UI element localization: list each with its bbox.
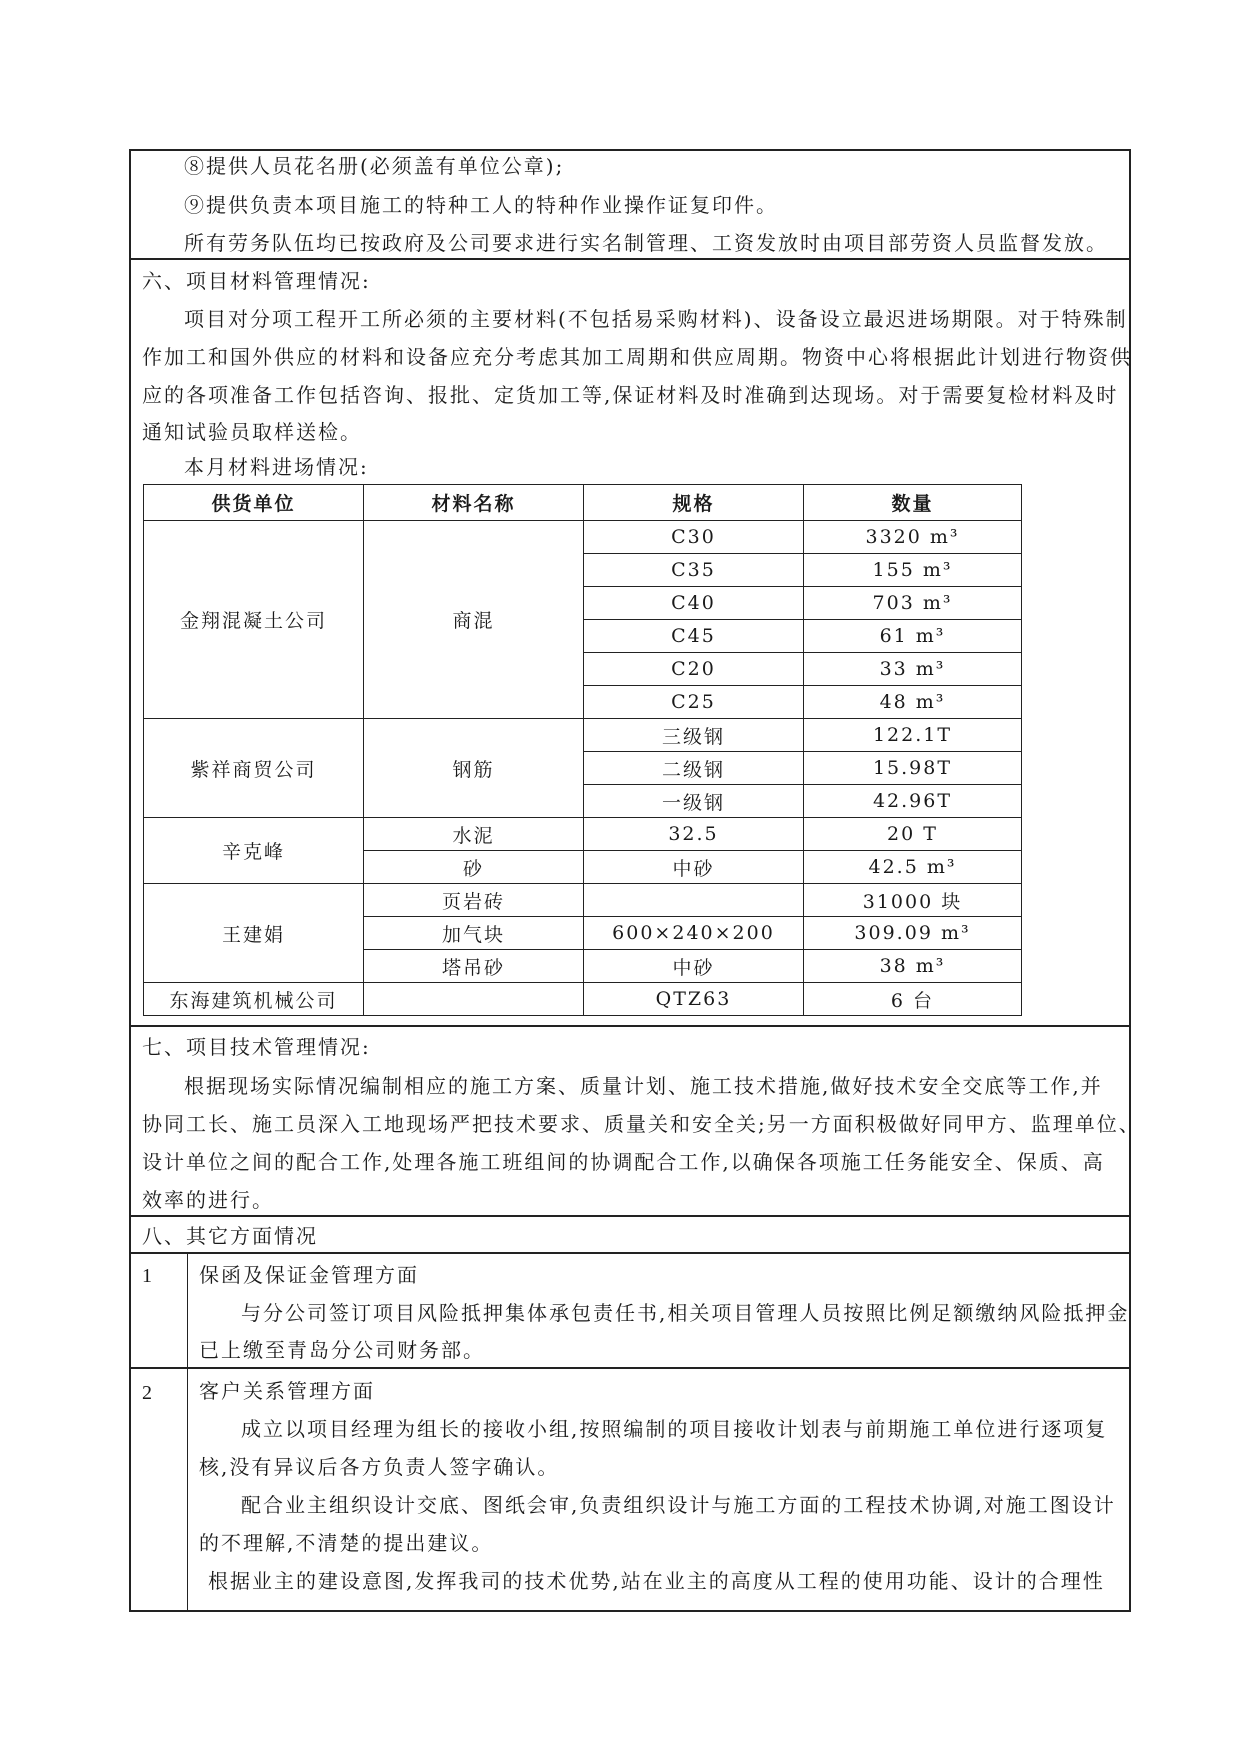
table-row	[144, 521, 1022, 554]
table-header-row	[144, 485, 1022, 521]
labor-note: 所有劳务队伍均已按政府及公司要求进行实名制管理、工资发放时由项目部劳资人员监督发放。	[184, 231, 1108, 255]
qty-cell: 309.09 m³	[804, 917, 1022, 950]
divider	[129, 1252, 1131, 1254]
material-cell: 页岩砖	[364, 884, 584, 917]
qty-cell: 6 台	[804, 983, 1022, 1016]
supplier-cell: 王建娟	[144, 884, 364, 983]
material-cell: 砂	[364, 851, 584, 884]
material-cell: 商混	[364, 521, 584, 719]
section7-para-line: 效率的进行。	[142, 1188, 274, 1212]
qty-cell: 48 m³	[804, 686, 1022, 719]
qty-cell: 33 m³	[804, 653, 1022, 686]
material-table-caption: 本月材料进场情况:	[184, 455, 369, 479]
header-material: 材料名称	[364, 485, 584, 521]
section6-para-line: 应的各项准备工作包括咨询、报批、定货加工等,保证材料及时准确到达现场。对于需要复检材料及时	[142, 383, 1119, 407]
item-line: 与分公司签订项目风险抵押集体承包责任书,相关项目管理人员按照比例足额缴纳风险抵押金	[241, 1301, 1130, 1325]
qty-cell: 31000 块	[804, 884, 1022, 917]
item-line: 成立以项目经理为组长的接收小组,按照编制的项目接收计划表与前期施工单位进行逐项复	[241, 1417, 1108, 1441]
section6-para-line: 作加工和国外供应的材料和设备应充分考虑其加工周期和供应周期。物资中心将根据此计划进行物资供	[142, 345, 1132, 369]
spec-cell: 三级钢	[584, 719, 804, 752]
divider	[129, 1367, 1131, 1369]
table-row	[144, 983, 1022, 1016]
section8-heading: 八、其它方面情况	[142, 1224, 318, 1248]
item-line: 根据业主的建设意图,发挥我司的技术优势,站在业主的高度从工程的使用功能、设计的合理性	[208, 1569, 1105, 1593]
material-cell: 钢筋	[364, 719, 584, 818]
material-cell: 加气块	[364, 917, 584, 950]
table-row	[144, 884, 1022, 917]
item-title: 客户关系管理方面	[199, 1379, 375, 1403]
qty-cell: 42.96T	[804, 785, 1022, 818]
spec-cell: 中砂	[584, 950, 804, 983]
spec-cell: 中砂	[584, 851, 804, 884]
section7-para-line: 设计单位之间的配合工作,处理各施工班组间的协调配合工作,以确保各项施工任务能安全、保质、高	[142, 1150, 1105, 1174]
item-line: 配合业主组织设计交底、图纸会审,负责组织设计与施工方面的工程技术协调,对施工图设计	[241, 1493, 1116, 1517]
section7-para-line: 协同工长、施工员深入工地现场严把技术要求、质量关和安全关;另一方面积极做好同甲方、监理单位、	[142, 1112, 1141, 1136]
spec-cell: C45	[584, 620, 804, 653]
divider	[129, 1025, 1131, 1027]
section7-heading: 七、项目技术管理情况:	[142, 1035, 371, 1059]
material-table	[143, 484, 1022, 1016]
spec-cell: C35	[584, 554, 804, 587]
item-number: 2	[142, 1382, 152, 1404]
material-cell	[364, 983, 584, 1016]
item-line: 的不理解,不清楚的提出建议。	[199, 1531, 494, 1555]
header-quantity: 数量	[804, 485, 1022, 521]
spec-cell: C30	[584, 521, 804, 554]
item-line: 已上缴至青岛分公司财务部。	[199, 1338, 485, 1362]
section6-para-line: 通知试验员取样送检。	[142, 420, 362, 444]
qty-cell: 155 m³	[804, 554, 1022, 587]
number-column-divider	[187, 1252, 188, 1612]
material-cell: 塔吊砂	[364, 950, 584, 983]
table-row	[144, 818, 1022, 851]
qty-cell: 38 m³	[804, 950, 1022, 983]
item-title: 保函及保证金管理方面	[199, 1263, 419, 1287]
supplier-cell: 紫祥商贸公司	[144, 719, 364, 818]
spec-cell: C25	[584, 686, 804, 719]
spec-cell: QTZ63	[584, 983, 804, 1016]
header-spec: 规格	[584, 485, 804, 521]
spec-cell: 32.5	[584, 818, 804, 851]
spec-cell: C40	[584, 587, 804, 620]
table-row	[144, 719, 1022, 752]
spec-cell: 一级钢	[584, 785, 804, 818]
material-cell: 水泥	[364, 818, 584, 851]
spec-cell: 600×240×200	[584, 917, 804, 950]
labor-item-8: ⑧提供人员花名册(必须盖有单位公章);	[184, 154, 565, 178]
divider	[129, 258, 1131, 260]
bottom-border	[129, 1610, 1131, 1612]
item-number: 1	[142, 1265, 152, 1287]
qty-cell: 15.98T	[804, 752, 1022, 785]
supplier-cell: 金翔混凝土公司	[144, 521, 364, 719]
qty-cell: 703 m³	[804, 587, 1022, 620]
qty-cell: 42.5 m³	[804, 851, 1022, 884]
spec-cell: 二级钢	[584, 752, 804, 785]
header-supplier: 供货单位	[144, 485, 364, 521]
spec-cell	[584, 884, 804, 917]
qty-cell: 20 T	[804, 818, 1022, 851]
qty-cell: 3320 m³	[804, 521, 1022, 554]
section6-heading: 六、项目材料管理情况:	[142, 269, 371, 293]
divider	[129, 1215, 1131, 1217]
qty-cell: 122.1T	[804, 719, 1022, 752]
labor-item-9: ⑨提供负责本项目施工的特种工人的特种作业操作证复印件。	[184, 193, 778, 217]
supplier-cell: 东海建筑机械公司	[144, 983, 364, 1016]
supplier-cell: 辛克峰	[144, 818, 364, 884]
section6-para-line: 项目对分项工程开工所必须的主要材料(不包括易采购材料)、设备设立最迟进场期限。对于特殊制	[184, 307, 1128, 331]
qty-cell: 61 m³	[804, 620, 1022, 653]
section7-para-line: 根据现场实际情况编制相应的施工方案、质量计划、施工技术措施,做好技术安全交底等工作,并	[184, 1074, 1103, 1098]
item-line: 核,没有异议后各方负责人签字确认。	[199, 1455, 560, 1479]
spec-cell: C20	[584, 653, 804, 686]
